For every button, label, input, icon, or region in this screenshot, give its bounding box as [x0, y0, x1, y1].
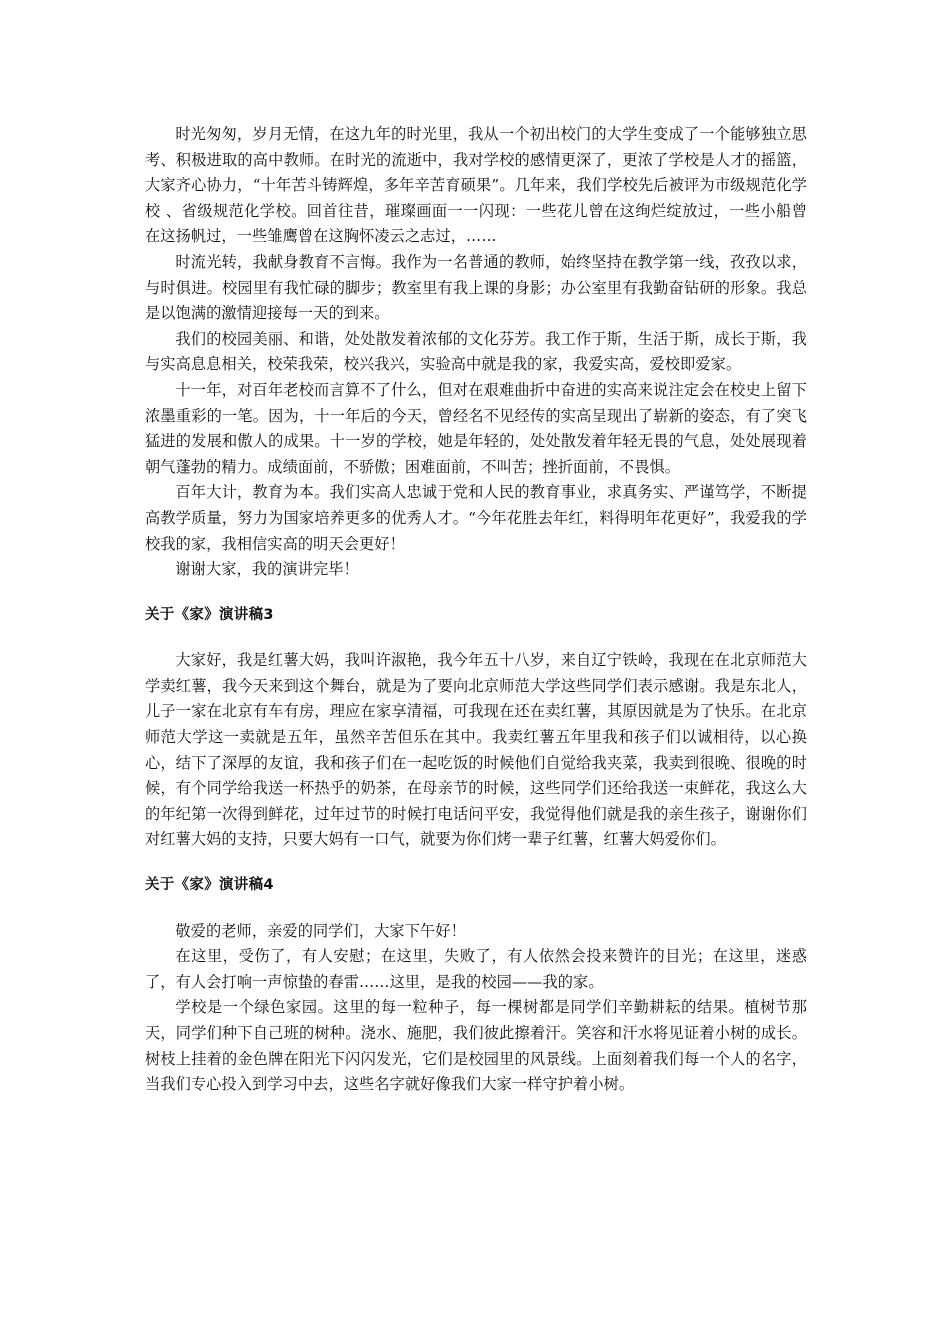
paragraph: 学校是一个绿色家园。这里的每一粒种子，每一棵树都是同学们辛勤耕耘的结果。植树节那天，同学们种下自己班的树种。浇水、施肥，我们彼此擦着汗。笑容和汗水将见证着小树的成长。树枝上挂着的金色牌在阳光下闪闪发光，它们是校园里的风景线。上面刻着我们每一个人的名字，当我们专心投入到学习中去，这些名字就好像我们大家一样守护着小树。: [145, 998, 807, 1094]
paragraph: 大家好，我是红薯大妈，我叫许淑艳，我今年五十八岁，来自辽宁铁岭，我现在在北京师范大学卖红薯，我今天来到这个舞台，就是为了要向北京师范大学这些同学们表示感谢。我是东北人，儿子一家在北京有车有房，理应在家享清福，可我现在还在卖红薯，其原因就是为了快乐。在北京师范大学这一卖就是五年，虽然辛苦但乐在其中。我卖红薯五年里我和孩子们以诚相待，以心换心，结下了深厚的友谊，我和孩子们在一起吃饭的时候他们自觉给我夹菜，我卖到很晚、很晚的时候，有个同学给我送一杯热乎的奶茶，在母亲节的时候，这些同学们还给我送一束鲜花，我这么大的年纪第一次得到鲜花，过年过节的时候打电话问平安，我觉得他们就是我的亲生孩子，谢谢你们对红薯大妈的支持，只要大妈有一口气，就要为你们烤一辈子红薯，红薯大妈爱你们。: [145, 651, 807, 849]
speech-4-body: [145, 919, 807, 1098]
document-page: [145, 122, 807, 1098]
speech-2-body: [145, 122, 807, 583]
paragraph: 时流光转，我献身教育不言悔。我作为一名普通的教师，始终坚持在教学第一线，孜孜以求，与时俱进。校园里有我忙碌的脚步；教室里有我上课的身影；办公室里有我勤奋钻研的形象。我总是以饱满的激情迎接每一天的到来。: [145, 252, 807, 323]
speech-3-body: [145, 648, 807, 853]
speech-4-heading: 关于《家》演讲稿4: [145, 877, 274, 894]
paragraph: 敬爱的老师，亲爱的同学们，大家下午好！: [175, 921, 466, 940]
paragraph: 在这里，受伤了，有人安慰；在这里，失败了，有人依然会投来赞许的目光；在这里，迷惑了，有人会打响一声惊蛰的春雷……这里，是我的校园——我的家。: [145, 947, 807, 991]
speech-3-heading: 关于《家》演讲稿3: [145, 606, 274, 623]
paragraph: 时光匆匆，岁月无情，在这九年的时光里，我从一个初出校门的大学生变成了一个能够独立思考、积极进取的高中教师。在时光的流逝中，我对学校的感情更深了，更浓了学校是人才的摇篮，大家齐心协力，“十年苦斗铸辉煌，多年辛苦育硕果”。几年来，我们学校先后被评为市级规范化学校 、省级规范化学校。回首往昔，璀璨画面一一闪现：一些花儿曾在这绚烂绽放过，一些小船曾在这扬帆过，一些雏鹰曾在这胸怀凌云之志过，……: [145, 125, 807, 246]
paragraph: 我们的校园美丽、和谐，处处散发着浓郁的文化芬芳。我工作于斯，生活于斯，成长于斯，我与实高息息相关，校荣我荣，校兴我兴，实验高中就是我的家，我爱实高，爱校即爱家。: [145, 329, 807, 374]
paragraph: 百年大计，教育为本。我们实高人忠诚于党和人民的教育事业，求真务实、严谨笃学，不断提高教学质量，努力为国家培养更多的优秀人才。“今年花胜去年红，料得明年花更好”，我爱我的学校我的家，我相信实高的明天会更好！: [145, 483, 807, 553]
paragraph: 谢谢大家，我的演讲完毕！: [175, 560, 359, 579]
paragraph: 十一年，对百年老校而言算不了什么，但对在艰难曲折中奋进的实高来说注定会在校史上留下浓墨重彩的一笔。因为，十一年后的今天，曾经名不见经传的实高呈现出了崭新的姿态，有了突飞猛进的发展和傲人的成果。十一岁的学校，她是年轻的，处处散发着年轻无畏的气息，处处展现着朝气蓬勃的精力。成绩面前，不骄傲；困难面前，不叫苦；挫折面前，不畏惧。: [145, 380, 807, 476]
